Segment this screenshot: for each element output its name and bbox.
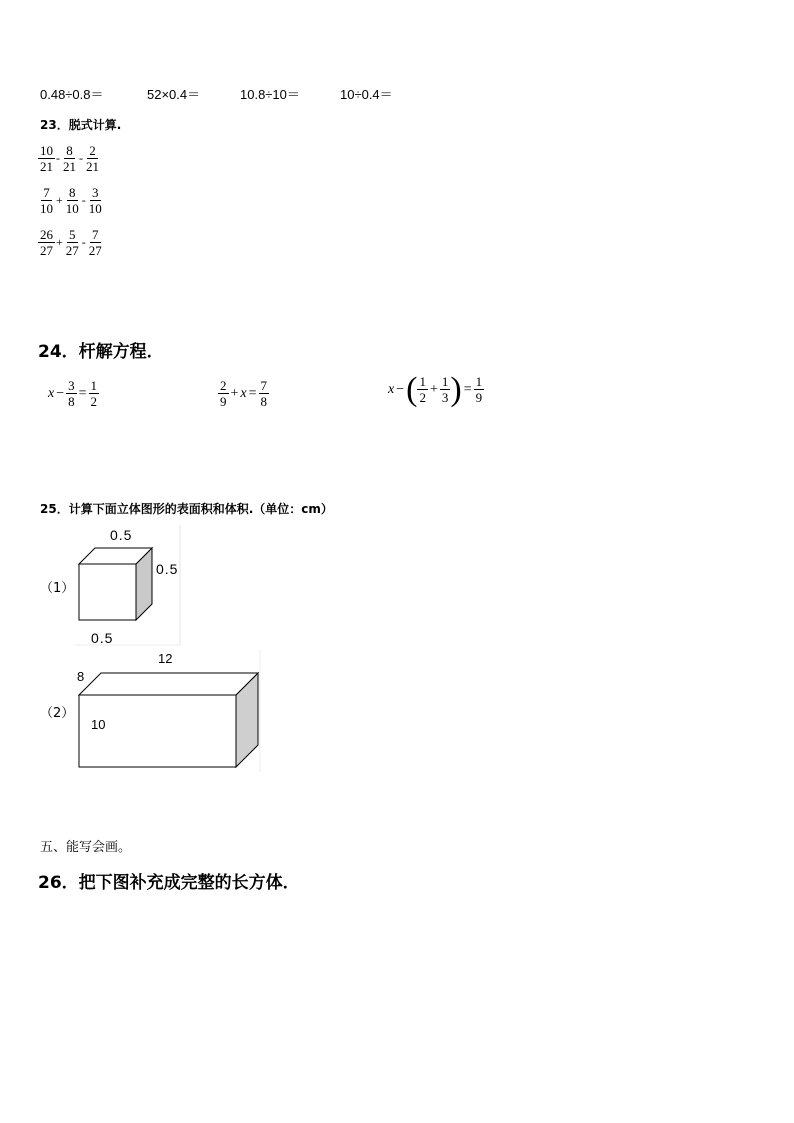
operator: − <box>56 385 65 401</box>
q23-expression-1 <box>38 143 101 174</box>
cuboid-top-face <box>79 673 258 695</box>
fraction: $\frac{1}{3}$ <box>441 374 449 405</box>
operator: = <box>248 385 257 401</box>
cube-right-dimension: 0.5 <box>156 561 179 577</box>
left-paren: ( <box>406 370 418 408</box>
q24-equation-1 <box>48 378 99 409</box>
operator: - <box>81 235 86 249</box>
fraction: $\frac{7}{10}$ <box>40 185 53 216</box>
cube-top-dimension: 0.5 <box>110 527 133 543</box>
operator: + <box>56 235 63 249</box>
fraction: $\frac{3}{10}$ <box>88 185 102 216</box>
cuboid-depth-dimension: 8 <box>77 669 85 684</box>
fraction: $\frac{26}{27}$ <box>40 227 53 258</box>
figure-1-label: （1） <box>40 581 75 596</box>
operator: - <box>79 151 83 165</box>
operator: − <box>396 381 405 397</box>
operator: = <box>463 381 472 397</box>
cuboid-length-dimension: 12 <box>158 651 173 666</box>
fraction: $\frac{2}{21}$ <box>86 143 99 174</box>
oral-calc-4: 10÷0.4＝ <box>340 87 393 102</box>
fraction: $\frac{7}{27}$ <box>88 227 102 258</box>
operator: + <box>429 381 438 397</box>
fraction: $\frac{1}{2}$ <box>90 378 98 409</box>
fraction: $\frac{7}{8}$ <box>260 378 268 409</box>
q23-title: 23．脱式计算. <box>40 118 122 132</box>
oral-calc-3: 10.8÷10＝ <box>240 87 300 102</box>
operator: - <box>81 193 86 207</box>
figure-2-label: （2） <box>40 706 75 721</box>
q25-title: 25．计算下面立体图形的表面积和体积.（单位：cm） <box>40 502 333 516</box>
fraction: $\frac{10}{21}$ <box>40 143 53 174</box>
q26-title: 26．把下图补充成完整的长方体． <box>38 873 300 893</box>
variable: x <box>388 381 395 397</box>
q24-title: 24．杆解方程． <box>38 342 164 362</box>
operator: = <box>78 385 87 401</box>
fraction: $\frac{3}{8}$ <box>68 378 75 409</box>
q24-equation-2 <box>218 378 269 409</box>
operator: + <box>56 193 63 207</box>
variable: x <box>240 385 247 401</box>
cube-front-face <box>79 564 136 620</box>
cube-bottom-dimension: 0.5 <box>91 630 114 646</box>
fraction: $\frac{1}{2}$ <box>419 374 426 405</box>
oral-calc-2: 52×0.4＝ <box>147 87 201 102</box>
right-paren: ) <box>450 370 462 408</box>
fraction: $\frac{8}{21}$ <box>63 143 76 174</box>
q23-expression-2 <box>38 185 104 216</box>
variable: x <box>48 385 55 401</box>
operator: + <box>230 385 239 401</box>
q24-equation-3 <box>388 370 484 408</box>
cuboid-figure <box>70 648 270 776</box>
oral-calc-1: 0.48÷0.8＝ <box>40 87 104 102</box>
fraction: $\frac{1}{9}$ <box>475 374 483 405</box>
fraction: $\frac{5}{27}$ <box>65 227 79 258</box>
fraction: $\frac{8}{10}$ <box>65 185 79 216</box>
section-5-heading: 五、能写会画。 <box>40 840 132 855</box>
fraction: $\frac{2}{9}$ <box>220 378 227 409</box>
operator: - <box>56 151 60 165</box>
q23-expression-3 <box>38 227 104 258</box>
cuboid-height-dimension: 10 <box>91 717 106 732</box>
